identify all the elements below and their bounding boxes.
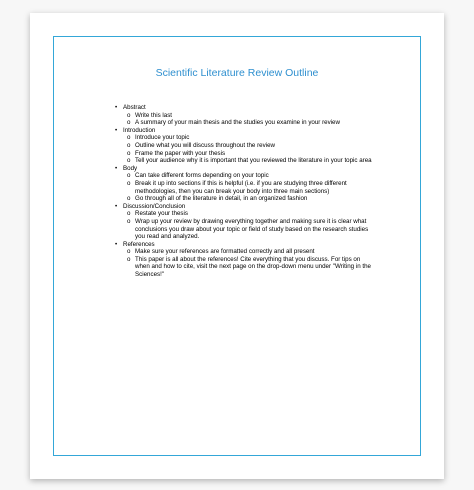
bullet-icon: • <box>115 104 118 111</box>
outline-section <box>115 203 373 241</box>
sub-list <box>115 172 373 202</box>
list-item <box>115 218 373 241</box>
sub-bullet-icon: o <box>127 134 131 142</box>
sub-bullet-icon: o <box>127 255 131 263</box>
section-heading-row <box>115 104 373 112</box>
section-heading-row <box>115 165 373 173</box>
sub-bullet-icon: o <box>127 195 131 203</box>
document-page <box>30 13 444 479</box>
sub-bullet-icon: o <box>127 210 131 218</box>
list-item-text: Break it up into sections if this is helpful (i.e. if you are studying three different methodologies, then you can break your body into three main sections) <box>135 179 347 195</box>
outline-section <box>115 127 373 165</box>
list-item <box>115 195 373 203</box>
list-item <box>115 112 373 120</box>
list-item <box>115 172 373 180</box>
list-item <box>115 157 373 165</box>
list-item-text: Tell your audience why it is important that you reviewed the literature in your topic area <box>135 157 372 165</box>
sub-list <box>115 134 373 164</box>
outline-section <box>115 104 373 127</box>
outline-section <box>115 241 373 279</box>
outline-section <box>115 165 373 203</box>
sub-bullet-icon: o <box>127 217 131 225</box>
list-item-text: Make sure your references are formatted correctly and all present <box>135 248 315 256</box>
sub-bullet-icon: o <box>127 119 131 127</box>
section-heading: References <box>123 240 155 248</box>
sub-bullet-icon: o <box>127 157 131 165</box>
list-item-text: Introduce your topic <box>135 134 190 142</box>
list-item-text: Can take different forms depending on your topic <box>135 172 269 180</box>
list-item-text: Frame the paper with your thesis <box>135 149 226 157</box>
sub-bullet-icon: o <box>127 179 131 187</box>
section-heading: Discussion/Conclusion <box>123 202 186 210</box>
bullet-icon: • <box>115 126 118 134</box>
bullet-icon: • <box>115 202 118 210</box>
sub-bullet-icon: o <box>127 172 131 180</box>
list-item <box>115 256 373 279</box>
section-heading-row <box>115 241 373 249</box>
sub-list <box>115 248 373 278</box>
list-item-text: A summary of your main thesis and the studies you examine in your review <box>135 119 340 127</box>
list-item <box>115 248 373 256</box>
section-heading: Introduction <box>123 126 156 134</box>
sub-bullet-icon: o <box>127 248 131 256</box>
list-item-text: Outline what you will discuss throughout the review <box>135 141 275 149</box>
list-item-text: Go through all of the literature in detail, in an organized fashion <box>135 195 308 203</box>
sub-bullet-icon: o <box>127 149 131 157</box>
list-item-text: Wrap up your review by drawing everything together and making sure it is clear what conclusions you draw about your topic or field of study based on the research studies you read and analyzed. <box>135 217 369 241</box>
list-item <box>115 210 373 218</box>
list-item <box>115 142 373 150</box>
section-heading-row <box>115 203 373 211</box>
section-heading: Body <box>123 164 138 172</box>
list-item <box>115 134 373 142</box>
bullet-icon: • <box>115 240 118 248</box>
outline-list <box>115 104 373 279</box>
list-item <box>115 180 373 195</box>
section-heading-row <box>115 127 373 135</box>
bullet-icon: • <box>115 164 118 172</box>
list-item-text: Restate your thesis <box>135 210 188 218</box>
section-heading: Abstract <box>123 104 146 111</box>
sub-list <box>115 210 373 240</box>
sub-bullet-icon: o <box>127 141 131 149</box>
sub-list <box>115 112 373 127</box>
list-item <box>115 119 373 127</box>
document-title: Scientific Literature Review Outline <box>155 67 319 79</box>
list-item-text: Write this last <box>135 111 173 119</box>
sub-bullet-icon: o <box>127 111 131 119</box>
list-item <box>115 150 373 158</box>
list-item-text: This paper is all about the references! Cite everything that you discuss. For tips on when and how to cite, visit the next page on the drop-down menu under "Writing in the Sciences!" <box>135 255 371 279</box>
